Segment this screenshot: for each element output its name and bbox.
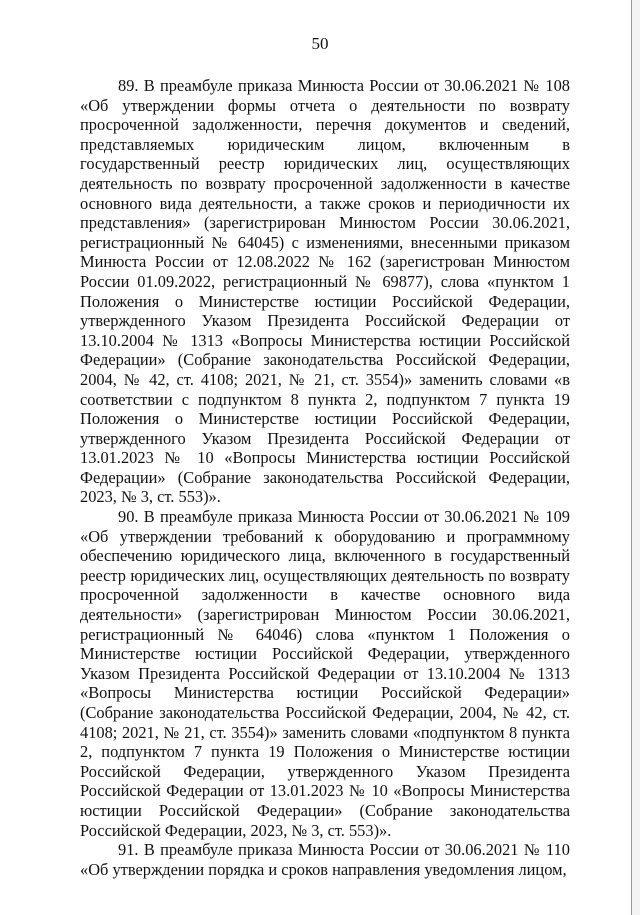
scan-edge-border: [631, 0, 640, 915]
page-number: 50: [311, 34, 329, 53]
paragraph-89: 89. В преамбуле приказа Минюста России от 30.06.2021 № 108 «Об утверждении формы отчета о деятельности по возврату просроченной задолженности, перечня документов и сведений, представляемых юридическим лицом, включенным в государственный реестр юридических лиц, осуществляющих деятельность по возврату просроченной задолженности в качестве основного вида деятельности, а также сроков и периодичности их представления» (зарегистрирован Минюстом России 30.06.2021, регистрационный № 64045) с изменениями, внесенными приказом Минюста России от 12.08.2022 № 162 (зарегистрован Минюстом России 01.09.2022, регистрационный № 69877), слова «пунктом 1 Положения о Министерстве юстиции Российской Федерации, утвержденного Указом Президента Российской Федерации от 13.10.2004 № 1313 «Вопросы Министерства юстиции Российской Федерации» (Собрание законодательства Российской Федерации, 2004, № 42, ст. 4108; 2021, № 21, ст. 3554)» заменить словами «в соответствии с подпунктом 8 пункта 2, подпунктом 7 пункта 19 Положения о Министерстве юстиции Российской Федерации, утвержденного Указом Президента Российской Федерации от 13.01.2023 № 10 «Вопросы Министерства юстиции Российской Федерации» (Собрание законодательства Российской Федерации, 2023, № 3, ст. 553)».: [80, 76, 570, 507]
paragraph-90: 90. В преамбуле приказа Минюста России от 30.06.2021 № 109 «Об утверждении требований к оборудованию и программному обеспечению юридического лица, включенного в государственный реестр юридических лиц, осуществляющих деятельность по возврату просроченной задолженности в качестве основного вида деятельности» (зарегистрирован Минюстом России 30.06.2021, регистрационный № 64046) слова «пунктом 1 Положения о Министерстве юстиции Российской Федерации, утвержденного Указом Президента Российской Федерации от 13.10.2004 № 1313 «Вопросы Министерства юстиции Российской Федерации» (Собрание законодательства Российской Федерации, 2004, № 42, ст. 4108; 2021, № 21, ст. 3554)» заменить словами «подпунктом 8 пункта 2, подпунктом 7 пункта 19 Положения о Министерстве юстиции Российской Федерации, утвержденного Указом Президента Российской Федерации от 13.01.2023 № 10 «Вопросы Министерства юстиции Российской Федерации» (Собрание законодательства Российской Федерации, 2023, № 3, ст. 553)».: [80, 507, 570, 840]
paragraph-91: 91. В преамбуле приказа Минюста России от 30.06.2021 № 110 «Об утверждении порядка и сроков направления уведомления лицом,: [80, 840, 570, 879]
document-body: [80, 76, 570, 879]
